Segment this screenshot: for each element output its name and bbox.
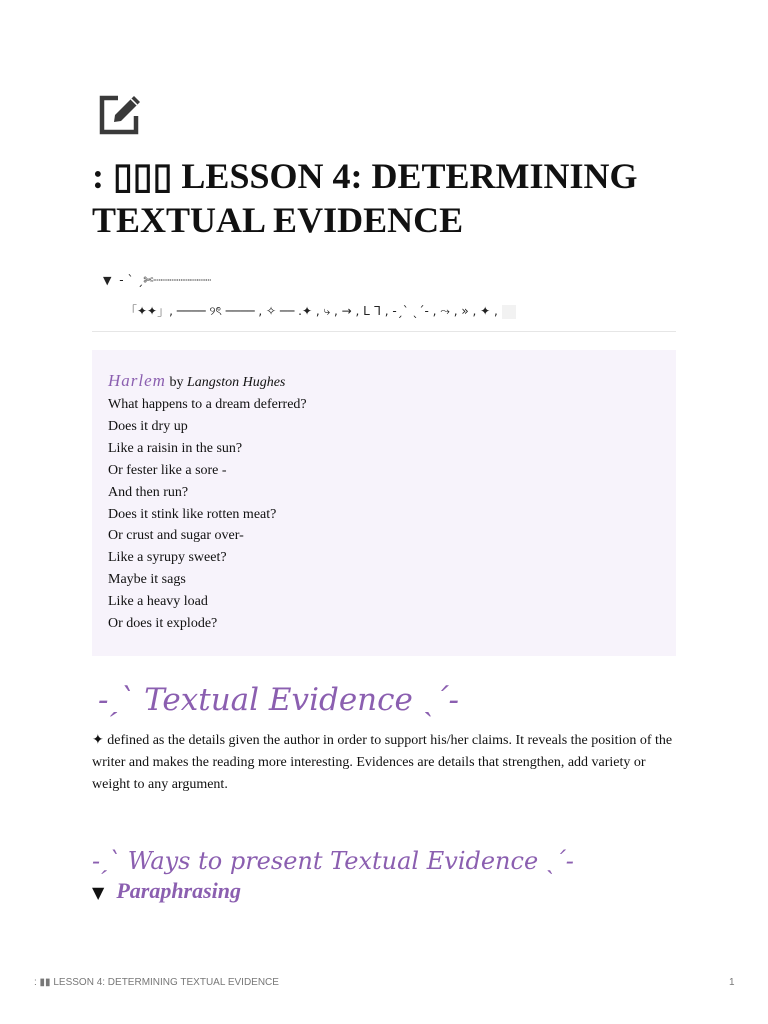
decoration-text: 「✦✦」, ──── ୨ৎ ──── , ✧ ── .✦ , ⤷ , → , ᒪ ᒣ , -ˏˋ ˎˊ- , ⤳ , » , ✦ , xyxy=(125,304,498,318)
footer-title: : ▮▮ LESSON 4: DETERMINING TEXTUAL EVIDENCE xyxy=(34,977,279,988)
toggle-label: Paraphrasing xyxy=(116,878,242,903)
poem-line: Or fester like a sore - xyxy=(108,462,227,478)
poem-title: Harlem xyxy=(108,371,166,390)
poem-line: And then run? xyxy=(108,484,189,500)
page-number: 1 xyxy=(729,977,735,988)
triangle-down-icon[interactable]: ▼ xyxy=(103,274,112,287)
poem-line: Like a heavy load xyxy=(108,594,208,610)
poem-line: Maybe it sags xyxy=(108,572,186,588)
poem-line: Does it stink like rotten meat? xyxy=(108,506,277,522)
toggle-paraphrasing[interactable] xyxy=(92,878,241,904)
triangle-down-icon[interactable]: ▼ xyxy=(92,883,105,902)
poem-heading xyxy=(108,370,660,394)
poem-line: Like a syrupy sweet? xyxy=(108,550,227,566)
section-heading-textual-evidence: -ˏˋ Textual Evidence ˎˊ- xyxy=(98,682,459,718)
poem-line: Or does it explode? xyxy=(108,616,218,632)
box-icon xyxy=(502,305,516,319)
definition-paragraph: ✦ defined as the details given the author in order to support his/her claims. It reveals the position of the writer and makes the reading more interesting. Evidences are details that strengthen, add variety or weight to any argument. xyxy=(92,733,673,792)
divider xyxy=(92,331,676,332)
toggle-text: - ˋ ˏ✄┈┈┈┈┈┈┈┈ xyxy=(119,273,212,287)
edit-icon xyxy=(98,92,144,136)
poem-line: Or crust and sugar over- xyxy=(108,528,244,544)
poem-author: Langston Hughes xyxy=(186,375,286,390)
poem-line: What happens to a dream deferred? xyxy=(108,397,307,412)
section-heading-ways: -ˏˋ Ways to present Textual Evidence ˎˊ- xyxy=(92,847,574,875)
toggle-block[interactable] xyxy=(103,273,211,287)
decoration-row xyxy=(125,302,516,323)
poem-callout xyxy=(92,350,676,656)
poem-line: Does it dry up xyxy=(108,418,188,434)
page-title: : ▯▯▯ LESSON 4: DETERMINING TEXTUAL EVIDENCE xyxy=(92,156,638,240)
poem-line: Like a raisin in the sun? xyxy=(108,440,243,456)
poem-by: by xyxy=(169,375,184,390)
